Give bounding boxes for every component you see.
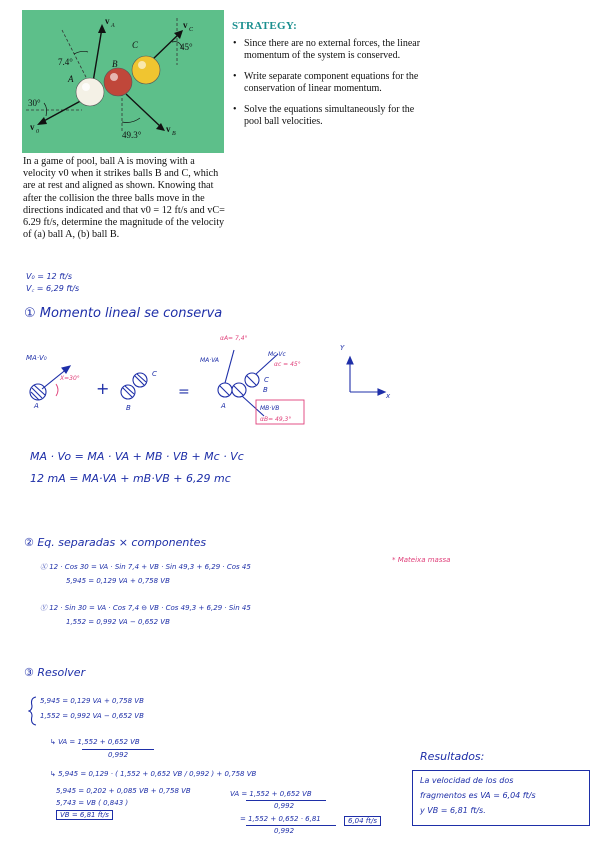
svg-text:C: C: [264, 376, 269, 384]
vb-result: VB = 6,81 ft/s: [56, 810, 113, 820]
svg-text:v: v: [105, 16, 110, 26]
svg-text:αA= 7,4°: αA= 7,4°: [220, 335, 248, 342]
svg-text:Mc·Vc: Mc·Vc: [268, 351, 286, 358]
svg-text:MB·VB: MB·VB: [260, 405, 280, 412]
momentum-eq-1: MA · Vo = MA · VA + MB · VB + Mc · Vc: [30, 450, 244, 463]
ball-b: [104, 68, 132, 96]
problem-statement: [23, 156, 228, 241]
va-formula: VA = 1,552 + 0,652 VB: [230, 790, 312, 798]
fraction-bar: [82, 749, 154, 750]
svg-text:x: x: [386, 392, 391, 400]
svg-text:αc = 45°: αc = 45°: [274, 361, 301, 368]
y-equation-simplified: 1,552 = 0,992 VA − 0,652 VB: [66, 618, 170, 626]
svg-text:A: A: [221, 402, 226, 410]
momentum-sketch: [20, 332, 400, 432]
same-mass-note: * Mateixa massa: [392, 556, 451, 564]
svg-text:C: C: [189, 27, 194, 33]
problem-text: In a game of pool, ball A is moving with a velocity v0 when it strikes balls B and C, which are at rest and aligned as shown. Knowing that after the collision the three balls move in the directions indicated and that v0 = 12 ft/s and vC= 6.29 ft/s, determine the magnitude of the velocity of (a) ball A, (b) ball B.: [23, 156, 225, 241]
given-v0: V₀ = 12 ft/s: [26, 272, 73, 281]
substitution-3: 5,743 = VB ( 0,843 ): [56, 799, 129, 807]
system-eq-2: 1,552 = 0,992 VA − 0,652 VB: [40, 712, 144, 720]
pool-diagram: [22, 10, 224, 153]
svg-text:45°: 45°: [180, 42, 193, 52]
strategy-item: • Solve the equations simultaneously for the pool ball velocities.: [244, 104, 427, 128]
svg-text:A: A: [68, 74, 74, 84]
svg-text:B: B: [126, 404, 131, 412]
substitution-2: 5,945 = 0,202 + 0,085 VB + 0,758 VB: [56, 787, 191, 795]
va-substituted-denominator: 0,992: [274, 827, 295, 835]
va-expression: ↳ VA = 1,552 + 0,652 VB: [50, 738, 140, 746]
fraction-bar: [246, 825, 336, 826]
svg-text:0: 0: [36, 129, 39, 135]
y-equation: Ⓨ 12 · Sin 30 = VA · Cos 7,4 ⊖ VB · Cos 49,3 + 6,29 · Sin 45: [40, 604, 251, 612]
svg-text:X=30°: X=30°: [60, 375, 80, 382]
fraction-bar: [246, 800, 326, 801]
svg-text:B: B: [172, 131, 176, 137]
pool-figure: [22, 10, 224, 153]
va-result: 6,04 ft/s: [344, 816, 381, 826]
system-brace: [28, 696, 38, 726]
va-denominator: 0,992: [108, 751, 129, 759]
results-line-2: fragmentos es VA = 6,04 ft/s: [420, 791, 536, 800]
svg-text:αB= 49,3°: αB= 49,3°: [260, 416, 292, 423]
step2-title: ② Eq. separadas × componentes: [24, 536, 207, 549]
svg-text:v: v: [166, 124, 171, 134]
svg-text:49.3°: 49.3°: [122, 130, 142, 140]
svg-text:=: =: [178, 384, 190, 400]
svg-text:Y: Y: [340, 344, 345, 352]
strategy-item: • Since there are no external forces, the linear momentum of the system is conserved.: [244, 38, 427, 62]
strategy-panel: [232, 20, 427, 137]
results-line-1: La velocidad de los dos: [420, 776, 514, 785]
x-equation: Ⓧ 12 · Cos 30 = VA · Sin 7,4 + VB · Sin 49,3 + 6,29 · Cos 45: [40, 563, 251, 571]
svg-text:C: C: [152, 370, 157, 378]
results-title: Resultados:: [420, 750, 485, 763]
substitution-1: ↳ 5,945 = 0,129 · ( 1,552 + 0,652 VB / 0,992 ) + 0,758 VB: [50, 770, 257, 778]
x-equation-simplified: 5,945 = 0,129 VA + 0,758 VB: [66, 577, 170, 585]
ball-c: [132, 56, 160, 84]
step1-title: ① Momento lineal se conserva: [24, 306, 223, 321]
va-formula-denominator: 0,992: [274, 802, 295, 810]
system-eq-1: 5,945 = 0,129 VA + 0,758 VB: [40, 697, 144, 705]
svg-text:+: +: [96, 379, 110, 398]
strategy-title: STRATEGY:: [232, 20, 298, 32]
svg-text:B: B: [112, 59, 118, 69]
svg-text:MA·VA: MA·VA: [200, 357, 219, 364]
svg-text:A: A: [111, 23, 115, 29]
svg-text:v: v: [30, 122, 35, 132]
results-line-3: y VB = 6,81 ft/s.: [420, 806, 486, 815]
momentum-eq-2: 12 mA = MA·VA + mB·VB + 6,29 mc: [30, 472, 231, 485]
given-vc: V꜀ = 6,29 ft/s: [26, 284, 80, 293]
strategy-item: • Write separate component equations for the conservation of linear momentum.: [244, 71, 427, 95]
svg-text:MA·V₀: MA·V₀: [26, 354, 47, 362]
svg-text:7.4°: 7.4°: [58, 57, 73, 67]
step3-title: ③ Resolver: [24, 666, 86, 679]
svg-text:C: C: [132, 40, 139, 50]
svg-text:B: B: [263, 386, 268, 394]
ball-a: [76, 78, 104, 106]
svg-text:A: A: [34, 402, 39, 410]
svg-text:30°: 30°: [28, 98, 41, 108]
svg-text:v: v: [183, 20, 188, 30]
va-substituted: = 1,552 + 0,652 · 6,81: [240, 815, 321, 823]
strategy-list: [232, 38, 427, 128]
